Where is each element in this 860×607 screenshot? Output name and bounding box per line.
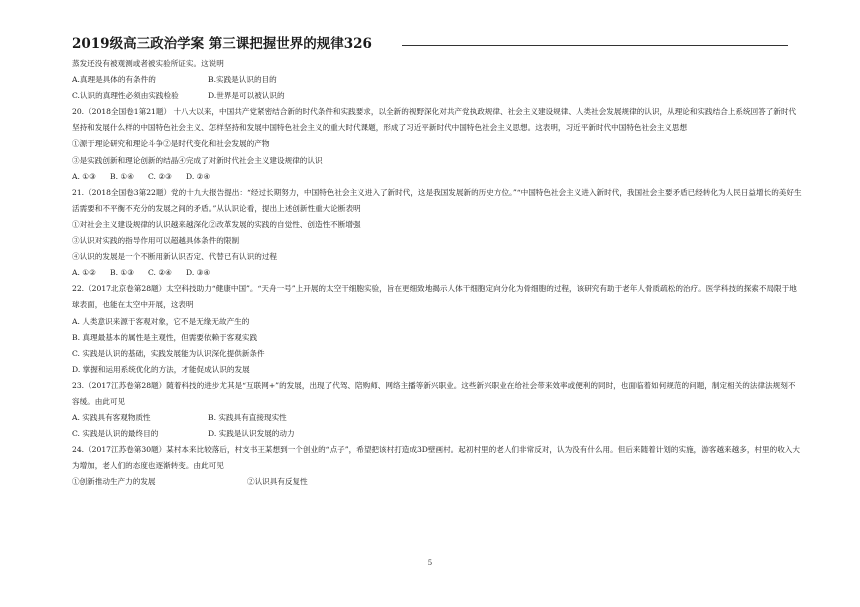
option-d: D. ③④ xyxy=(186,268,211,278)
option-d: D. 掌握和运用系统优化的方法，才能促成认识的发展 xyxy=(72,364,250,374)
question-21-stem: 21.（2018全国卷3第22题）党的十九大报告提出：“经过长期努力，中国特色社会主义进入了新时代，这是我国发展新的历史方位。”“中国特色社会主义进入新时代，我国社会主要矛盾已经转化为人民日益增长的美好生活需要和不平衡不充分的发展之间的矛盾。”从认识论看，提出上述创新性重大论断表明 xyxy=(72,187,802,213)
question-23-stem: 23.（2017江苏卷第28题）随着科技的进步尤其是“互联网+”的发展，出现了代驾、陪购师、网络主播等新兴职业。这些新兴职业在给社会带来效率或便利的同时，也面临着如何规范的问题，制定相关的法律法规刻不容缓。由此可见 xyxy=(72,380,796,406)
question-20-stem: 20.（2018全国卷1第21题） 十八大以来，中国共产党紧密结合新的时代条件和实践要求，以全新的视野深化对共产党执政规律、社会主义建设规律、人类社会发展规律的认识，从理论和实践结合上系统回答了新时代坚持和发展什么样的中国特色社会主义、怎样坚持和发展中国特色社会主义的重大时代课题，形成了习近平新时代中国特色社会主义思想。这表明，习近平新时代中国特色社会主义思想 xyxy=(72,107,797,133)
question-19-options-row-2 xyxy=(72,88,802,104)
page-header xyxy=(72,32,788,52)
statement-2: ②认识具有反复性 xyxy=(247,477,308,487)
option-a: A. 人类意识来源于客观对象，它不是无缘无故产生的 xyxy=(72,316,250,326)
option-a: A. ①③ xyxy=(72,171,96,181)
question-22-stem: 22.（2017北京卷第28题）太空科技助力“健康中国”。“天舟一号”上开展的太空干细胞实验，旨在更细致地揭示人体干细胞定向分化为骨细胞的过程，该研究有助于老年人骨质疏松的治疗。医学科技的探索不局限于地球表面，也能在太空中开展，这表明 xyxy=(72,284,797,310)
document-body xyxy=(72,56,802,491)
option-b: B. ①③ xyxy=(110,268,135,278)
option-a: A. 实践具有客观物质性 xyxy=(72,413,151,423)
question-24-statements-row-1 xyxy=(72,474,802,490)
question-19-options-row-1 xyxy=(72,72,802,88)
option-c: C. ②④ xyxy=(148,268,172,278)
question-23-options-row-1 xyxy=(72,410,802,426)
question-20-statement-1: ①源于理论研究和理论斗争②是时代变化和社会发展的产物 xyxy=(72,139,270,149)
option-c: C. ②③ xyxy=(148,171,172,181)
question-21-statement-1: ①对社会主义建设规律的认识越来越深化②改革发展的实践的自觉性、创造性不断增强 xyxy=(72,219,361,229)
question-21-statement-2: ③认识对实践的指导作用可以超越具体条件的限制 xyxy=(72,236,240,246)
option-d: D. ②④ xyxy=(186,171,211,181)
option-b: B. 实践具有直接现实性 xyxy=(208,413,287,423)
page-title: 2019级高三政治学案 第三课把握世界的规律326 xyxy=(72,36,372,52)
question-21-options xyxy=(72,265,802,281)
question-20-options xyxy=(72,169,802,185)
question-24-stem: 24.（2017江苏卷第30题）某村本来比较落后，村支书王某想到一个创业的“点子”，希望把该村打造成3D壁画村。起初村里的老人们非常反对，认为没有什么用。但后来随着计划的实施，游客越来越多，村里的收入大为增加，老人们的态度也逐渐转变。由此可见 xyxy=(72,445,800,471)
page-number: 5 xyxy=(427,559,433,567)
option-a: A. ①② xyxy=(72,268,96,278)
statement-1: ①创新推动生产力的发展 xyxy=(72,477,156,487)
question-21-statement-3: ④认识的发展是一个不断用新认识否定、代替已有认识的过程 xyxy=(72,252,278,262)
question-20-statement-2: ③是实践创新和理论创新的结晶④完成了对新时代社会主义建设规律的认识 xyxy=(72,155,323,165)
option-d: D.世界是可以被认识的 xyxy=(208,91,285,101)
option-b: B.实践是认识的目的 xyxy=(208,75,277,85)
option-a: A.真理是具体的有条件的 xyxy=(72,75,156,85)
question-23-options-row-2 xyxy=(72,426,802,442)
option-c: C. 实践是认识的最终目的 xyxy=(72,429,159,439)
option-b: B. ①④ xyxy=(110,171,135,181)
question-19-stem-end: 蒸发还没有被观测或者被实验所证实。这说明 xyxy=(72,59,224,68)
option-d: D. 实践是认识发展的动力 xyxy=(208,429,295,439)
option-c: C.认识的真理性必须由实践检验 xyxy=(72,91,179,101)
option-c: C. 实践是认识的基础，实践发展能为认识深化提供新条件 xyxy=(72,348,265,358)
option-b: B. 真理最基本的属性是主观性，但需要依赖于客观实践 xyxy=(72,332,258,342)
header-rule xyxy=(402,45,788,46)
